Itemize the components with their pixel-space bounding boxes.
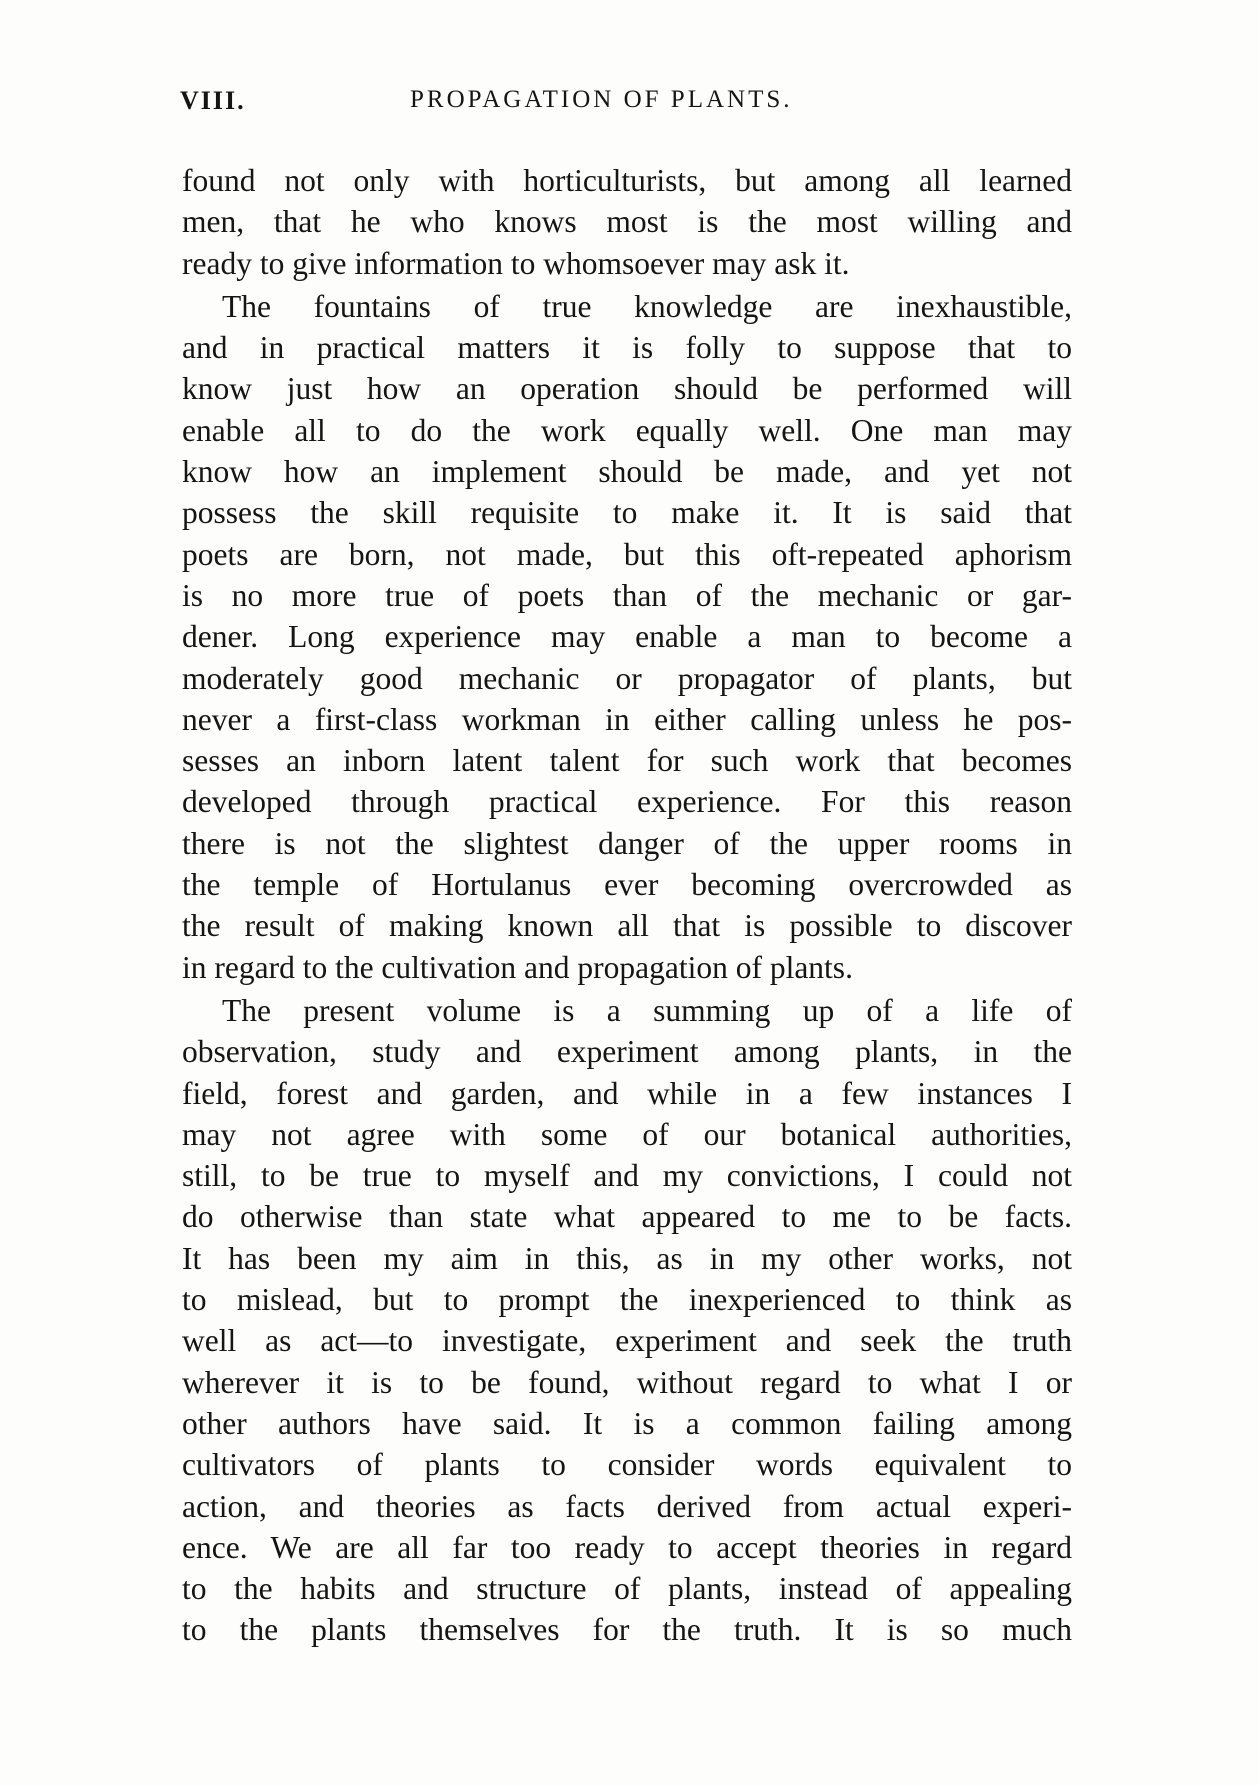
text-line: field, forest and garden, and while in a few instances I	[182, 1075, 1072, 1111]
text-line: may not agree with some of our botanical authorities,	[182, 1116, 1072, 1152]
text-line: moderately good mechanic or propagator of plants, but	[182, 660, 1072, 696]
text-line: sesses an inborn latent talent for such work that becomes	[182, 743, 1072, 779]
text-line: other authors have said. It is a common failing among	[182, 1405, 1072, 1441]
text-line: ready to give information to whomsoever may ask it.	[182, 245, 850, 281]
text-line: in regard to the cultivation and propagation of plants.	[182, 949, 853, 985]
text-line: developed through practical experience. For this reason	[182, 784, 1072, 820]
text-line: ence. We are all far too ready to accept theories in regard	[182, 1529, 1072, 1565]
text-line: there is not the slightest danger of the upper rooms in	[182, 825, 1072, 861]
text-line: to mislead, but to prompt the inexperienced to think as	[182, 1282, 1072, 1318]
text-line: men, that he who knows most is the most willing and	[182, 204, 1072, 240]
text-line: well as act—to investigate, experiment and seek the truth	[182, 1323, 1072, 1359]
paragraph	[182, 160, 1072, 284]
text-line: still, to be true to myself and my convictions, I could not	[182, 1158, 1072, 1194]
text-line: cultivators of plants to consider words equivalent to	[182, 1447, 1072, 1483]
text-line: The fountains of true knowledge are inexhaustible,	[222, 288, 1072, 324]
text-line: enable all to do the work equally well. One man may	[182, 412, 1072, 448]
text-line: to the habits and structure of plants, instead of appealing	[182, 1571, 1072, 1607]
text-line: to the plants themselves for the truth. It is so much	[182, 1612, 1072, 1648]
text-line: found not only with horticulturists, but among all learned	[182, 163, 1072, 198]
text-line: The present volume is a summing up of a life of	[222, 992, 1072, 1028]
text-line: never a first-class workman in either calling unless he pos-	[182, 701, 1072, 737]
paragraph	[182, 286, 1072, 988]
text-line: is no more true of poets than of the mechanic or gar-	[182, 577, 1072, 613]
text-line: know just how an operation should be performed will	[182, 371, 1072, 407]
text-line: dener. Long experience may enable a man to become a	[182, 619, 1072, 655]
running-head	[180, 86, 1070, 126]
text-line: It has been my aim in this, as in my other works, not	[182, 1240, 1072, 1276]
paragraph	[182, 990, 1072, 1651]
text-line: poets are born, not made, but this oft-repeated aphorism	[182, 536, 1072, 572]
running-title: PROPAGATION OF PLANTS.	[410, 86, 793, 113]
text-line: the result of making known all that is possible to discover	[182, 908, 1072, 944]
text-line: possess the skill requisite to make it. It is said that	[182, 495, 1072, 531]
text-line: wherever it is to be found, without regard to what I or	[182, 1364, 1072, 1400]
body-text	[182, 160, 1072, 1651]
text-line: and in practical matters it is folly to suppose that to	[182, 330, 1072, 366]
text-line: observation, study and experiment among plants, in the	[182, 1034, 1072, 1070]
text-line: action, and theories as facts derived from actual experi-	[182, 1488, 1072, 1524]
text-line: know how an implement should be made, and yet not	[182, 454, 1072, 490]
text-line: the temple of Hortulanus ever becoming overcrowded as	[182, 867, 1072, 903]
text-line: do otherwise than state what appeared to me to be facts.	[182, 1199, 1072, 1235]
page-number: VIII.	[180, 86, 246, 115]
